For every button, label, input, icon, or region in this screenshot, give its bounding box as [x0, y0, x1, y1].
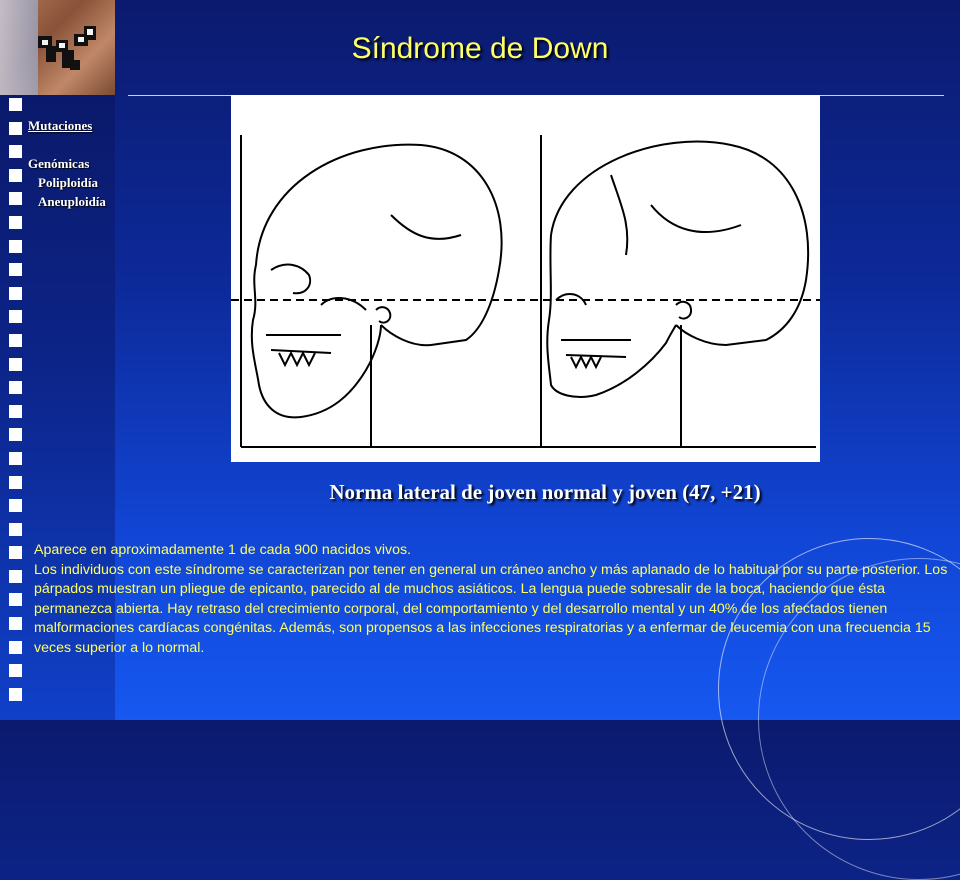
navigation-menu	[28, 116, 106, 211]
description-text	[34, 541, 949, 659]
slide-title: Síndrome de Down	[351, 32, 609, 65]
decorative-squares	[9, 98, 23, 711]
nav-link-mutaciones[interactable]: Mutaciones	[28, 118, 93, 133]
description-line-2: Los individuos con este síndrome se caracterizan por tener en general un cráneo ancho y más aplanado de lo habitual por su parte posterior. Los párpados muestran un pliegue de epicanto, parecido al de muchos asiáticos. La lengua puede sobresalir de la boca, haciendo que ésta permanezca abierta. Hay retraso del crecimiento corporal, del comportamiento y del desarrollo mental y un 40% de los afectados tienen malformaciones cardíacas congénitas. Además, son propensos a las infecciones respiratorias y a enfermar de leucemia con una frecuencia 15 veces superior a lo normal.	[34, 561, 948, 656]
skull-comparison-figure	[231, 95, 820, 462]
description-line-1: Aparece en aproximadamente 1 de cada 900 nacidos vivos.	[34, 542, 411, 558]
logo-mark-icon	[0, 0, 115, 95]
skull-drawing	[231, 95, 820, 462]
university-logo	[0, 0, 115, 95]
nav-link-genomicas[interactable]: Genómicas	[28, 156, 90, 171]
nav-link-aneuploidia[interactable]: Aneuploidía	[38, 194, 106, 209]
figure-caption: Norma lateral de joven normal y joven (47, +21)	[329, 480, 761, 504]
nav-link-poliploidia[interactable]: Poliploidía	[38, 175, 98, 190]
